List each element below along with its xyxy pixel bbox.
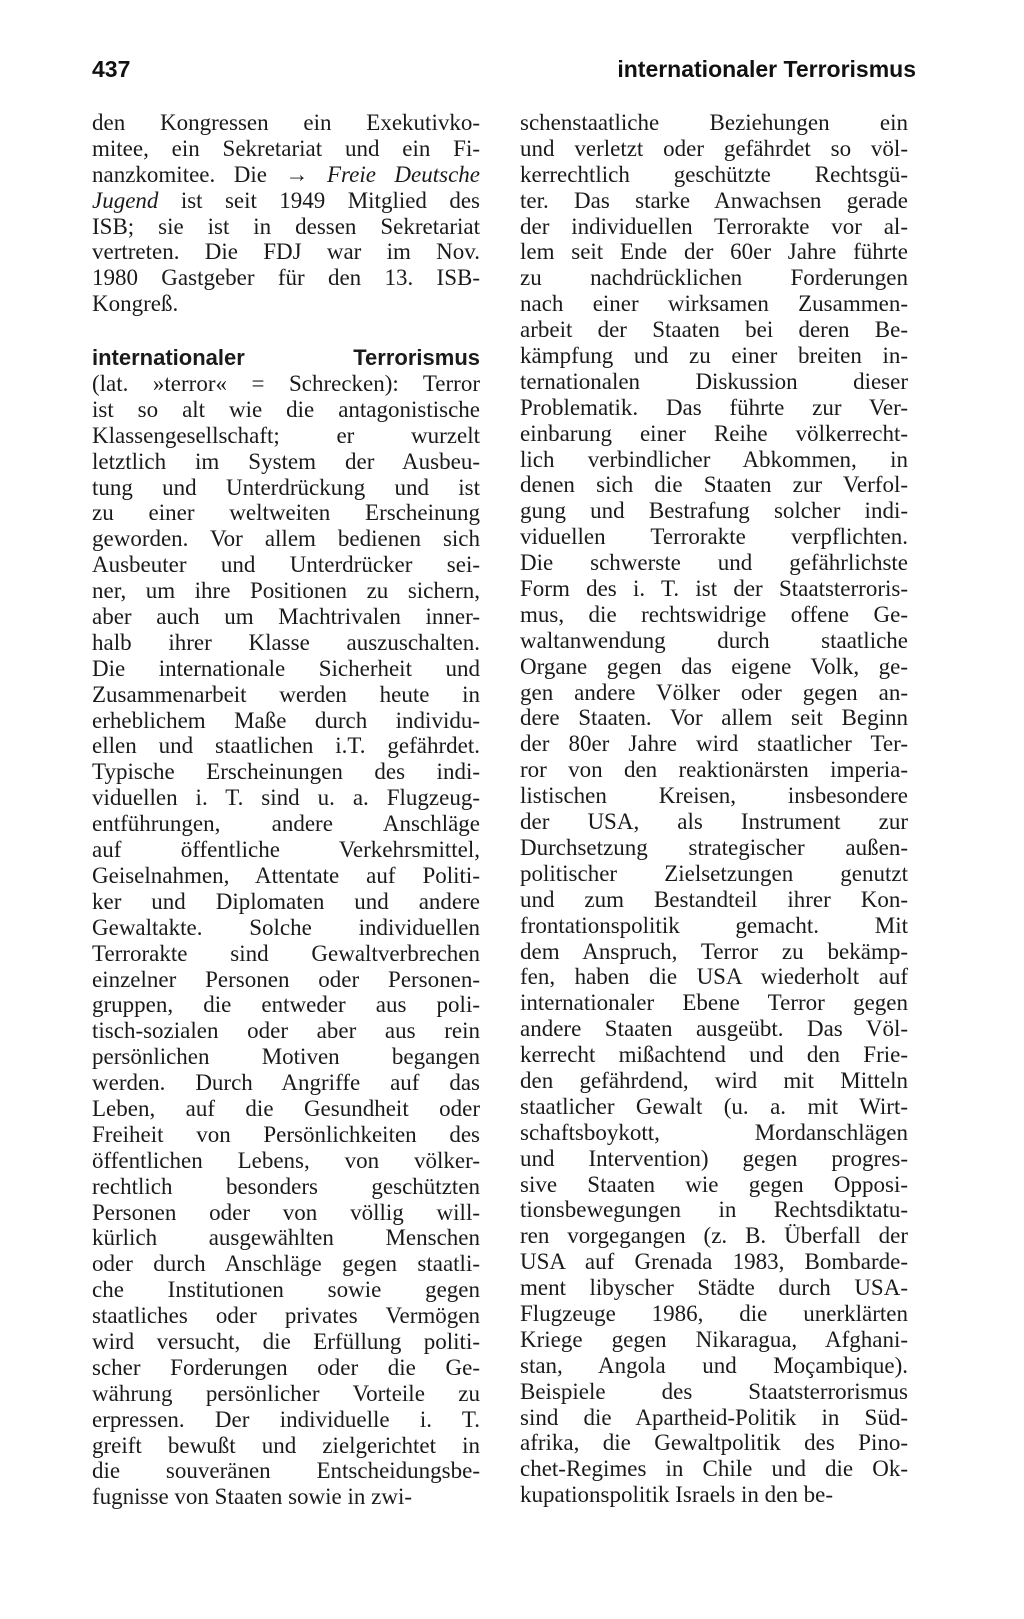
- text-line: tung und Unterdrückung und ist: [92, 474, 480, 500]
- text-line: Flugzeuge 1986, die unerklärten: [520, 1300, 908, 1326]
- left-column: [92, 110, 480, 1510]
- text-line: zu nachdrücklichen Forderungen: [520, 265, 908, 291]
- text-line: der individuellen Terrorakte vor al-: [520, 213, 908, 239]
- text-line: Klassengesellschaft; er wurzelt: [92, 422, 480, 448]
- text-line: ror von den reaktionärsten imperia-: [520, 757, 908, 783]
- text-line: dem Anspruch, Terror zu bekämp-: [520, 938, 908, 964]
- text-line: nach einer wirksamen Zusammen-: [520, 291, 908, 317]
- text-line: Durchsetzung strategischer außen-: [520, 834, 908, 860]
- text-line: kämpfung und zu einer breiten in-: [520, 343, 908, 369]
- headword-part: Terrorismus: [353, 345, 480, 371]
- text-line: che Institutionen sowie gegen: [92, 1277, 480, 1303]
- text-line: andere Staaten ausgeübt. Das Völ-: [520, 1016, 908, 1042]
- text-line: ker und Diplomaten und andere: [92, 888, 480, 914]
- text-line: gruppen, die entweder aus poli-: [92, 992, 480, 1018]
- right-column: [520, 110, 908, 1508]
- text-line: ternationalen Diskussion dieser: [520, 368, 908, 394]
- text-line: den gefährdend, wird mit Mitteln: [520, 1067, 908, 1093]
- text-line: auf öffentliche Verkehrsmittel,: [92, 837, 480, 863]
- text-line: Ausbeuter und Unterdrücker sei-: [92, 552, 480, 578]
- text-line: lem seit Ende der 60er Jahre führte: [520, 239, 908, 265]
- crossref-link[interactable]: Freie Deutsche: [326, 161, 480, 187]
- text-line: schenstaatliche Beziehungen ein: [520, 110, 908, 135]
- text-line: staatlicher Gewalt (u. a. mit Wirt-: [520, 1093, 908, 1119]
- text-line: Beispiele des Staatsterrorismus: [520, 1378, 908, 1404]
- text-line: den Kongressen ein Exekutivko-: [92, 110, 480, 135]
- text-line: Leben, auf die Gesundheit oder: [92, 1095, 480, 1121]
- text-line: geworden. Vor allem bedienen sich: [92, 526, 480, 552]
- text-line: ISB; sie ist in dessen Sekretariat: [92, 213, 480, 239]
- text-line: werden. Durch Angriffe auf das: [92, 1070, 480, 1096]
- text-line: erheblichem Maße durch individu-: [92, 707, 480, 733]
- text-line: greift bewußt und zielgerichtet in: [92, 1432, 480, 1458]
- text-line: sive Staaten wie gegen Opposi-: [520, 1171, 908, 1197]
- text-line: scher Forderungen oder die Ge-: [92, 1354, 480, 1380]
- running-head: [92, 56, 916, 90]
- text-line: und zum Bestandteil ihrer Kon-: [520, 886, 908, 912]
- text-line: letztlich im System der Ausbeu-: [92, 448, 480, 474]
- text-line: kerrechtlich geschützte Rechtsgü-: [520, 161, 908, 187]
- text-line: dere Staaten. Vor allem seit Beginn: [520, 705, 908, 731]
- text-line: politischer Zielsetzungen genutzt: [520, 860, 908, 886]
- text-line: oder durch Anschläge gegen staatli-: [92, 1251, 480, 1277]
- crossref-link[interactable]: Jugend: [92, 187, 159, 213]
- text-line: Problematik. Das führte zur Ver-: [520, 394, 908, 420]
- text-line: Geiselnahmen, Attentate auf Politi-: [92, 862, 480, 888]
- text-line: viduellen i. T. sind u. a. Flugzeug-: [92, 785, 480, 811]
- text-fragment: ist seit 1949 Mitglied des: [180, 187, 480, 213]
- text-line: Typische Erscheinungen des indi-: [92, 759, 480, 785]
- text-line: ter. Das starke Anwachsen gerade: [520, 187, 908, 213]
- text-line: tionsbewegungen in Rechtsdiktatu-: [520, 1197, 908, 1223]
- text-line: stan, Angola und Moçambique).: [520, 1352, 908, 1378]
- text-line: Terrorakte sind Gewaltverbrechen: [92, 940, 480, 966]
- text-line: viduellen Terrorakte verpflichten.: [520, 524, 908, 550]
- text-line: kürlich ausgewählten Menschen: [92, 1225, 480, 1251]
- text-line: sind die Apartheid-Politik in Süd-: [520, 1404, 908, 1430]
- running-title: internationaler Terrorismus: [617, 56, 916, 82]
- text-line: rechtlich besonders geschützten: [92, 1173, 480, 1199]
- text-line: Organe gegen das eigene Volk, ge-: [520, 653, 908, 679]
- text-line: Die internationale Sicherheit und: [92, 655, 480, 681]
- text-line: entführungen, andere Anschläge: [92, 811, 480, 837]
- text-line: vertreten. Die FDJ war im Nov.: [92, 239, 480, 265]
- text-line: öffentlichen Lebens, von völker-: [92, 1147, 480, 1173]
- text-line: chet-Regimes in Chile und die Ok-: [520, 1456, 908, 1482]
- text-line: einzelner Personen oder Personen-: [92, 966, 480, 992]
- text-line: Gewaltakte. Solche individuellen: [92, 914, 480, 940]
- text-line: kupationspolitik Israels in den be-: [520, 1482, 833, 1508]
- text-line: und Intervention) gegen progres-: [520, 1145, 908, 1171]
- entry-headword: [92, 345, 480, 371]
- text-line: gen andere Völker oder gegen an-: [520, 679, 908, 705]
- text-line: zu einer weltweiten Erscheinung: [92, 500, 480, 526]
- text-line: der 80er Jahre wird staatlicher Ter-: [520, 731, 908, 757]
- headword-part: internationaler: [92, 345, 245, 371]
- text-line: listischen Kreisen, insbesondere: [520, 783, 908, 809]
- crossref-line: [92, 162, 480, 188]
- text-line: frontationspolitik gemacht. Mit: [520, 912, 908, 938]
- text-line: wird versucht, die Erfüllung politi-: [92, 1328, 480, 1354]
- crossref-arrow-icon: →: [285, 161, 309, 187]
- text-line: arbeit der Staaten bei deren Be-: [520, 317, 908, 343]
- text-line: mus, die rechtswidrige offene Ge-: [520, 601, 908, 627]
- text-line: halb ihrer Klasse auszuschalten.: [92, 629, 480, 655]
- text-line: 1980 Gastgeber für den 13. ISB-: [92, 265, 480, 291]
- text-line: afrika, die Gewaltpolitik des Pino-: [520, 1430, 908, 1456]
- text-line: Kongreß.: [92, 291, 179, 317]
- text-line: persönlichen Motiven begangen: [92, 1044, 480, 1070]
- text-line: staatliches oder privates Vermögen: [92, 1303, 480, 1329]
- text-line: gung und Bestrafung solcher indi-: [520, 498, 908, 524]
- text-line: die souveränen Entscheidungsbe-: [92, 1458, 480, 1484]
- text-line: einbarung einer Reihe völkerrecht-: [520, 420, 908, 446]
- text-line: lich verbindlicher Abkommen, in: [520, 446, 908, 472]
- text-line: aber auch um Machtrivalen inner-: [92, 604, 480, 630]
- text-line: Zusammenarbeit werden heute in: [92, 681, 480, 707]
- text-line: erpressen. Der individuelle i. T.: [92, 1406, 480, 1432]
- text-line: fugnisse von Staaten sowie in zwi-: [92, 1484, 413, 1510]
- text-line: ist so alt wie die antagonistische: [92, 396, 480, 422]
- text-line: Freiheit von Persönlichkeiten des: [92, 1121, 480, 1147]
- text-line: währung persönlicher Vorteile zu: [92, 1380, 480, 1406]
- text-line: ment libyscher Städte durch USA-: [520, 1275, 908, 1301]
- text-line: internationaler Ebene Terror gegen: [520, 990, 908, 1016]
- text-line: ner, um ihre Positionen zu sichern,: [92, 578, 480, 604]
- text-line: USA auf Grenada 1983, Bombarde-: [520, 1249, 908, 1275]
- text-line: Personen oder von völlig will-: [92, 1199, 480, 1225]
- text-line: waltanwendung durch staatliche: [520, 627, 908, 653]
- text-fragment: nanzkomitee. Die: [92, 161, 267, 187]
- page-number: 437: [92, 56, 131, 82]
- text-line: Die schwerste und gefährlichste: [520, 550, 908, 576]
- text-line: denen sich die Staaten zur Verfol-: [520, 472, 908, 498]
- text-line: Kriege gegen Nikaragua, Afghani-: [520, 1326, 908, 1352]
- text-line: ellen und staatlichen i.T. gefährdet.: [92, 733, 480, 759]
- text-line: und verletzt oder gefährdet so völ-: [520, 135, 908, 161]
- text-line: (lat. »terror« = Schrecken): Terror: [92, 371, 480, 397]
- text-line: Form des i. T. ist der Staatsterroris-: [520, 576, 908, 602]
- text-line: mitee, ein Sekretariat und ein Fi-: [92, 135, 480, 161]
- text-line: schaftsboykott, Mordanschlägen: [520, 1119, 908, 1145]
- text-line: der USA, als Instrument zur: [520, 809, 908, 835]
- text-line: tisch-sozialen oder aber aus rein: [92, 1018, 480, 1044]
- entry-separator: [92, 317, 480, 345]
- crossref-line: [92, 188, 480, 214]
- text-line: ren vorgegangen (z. B. Überfall der: [520, 1223, 908, 1249]
- text-line: kerrecht mißachtend und den Frie-: [520, 1042, 908, 1068]
- text-line: fen, haben die USA wiederholt auf: [520, 964, 908, 990]
